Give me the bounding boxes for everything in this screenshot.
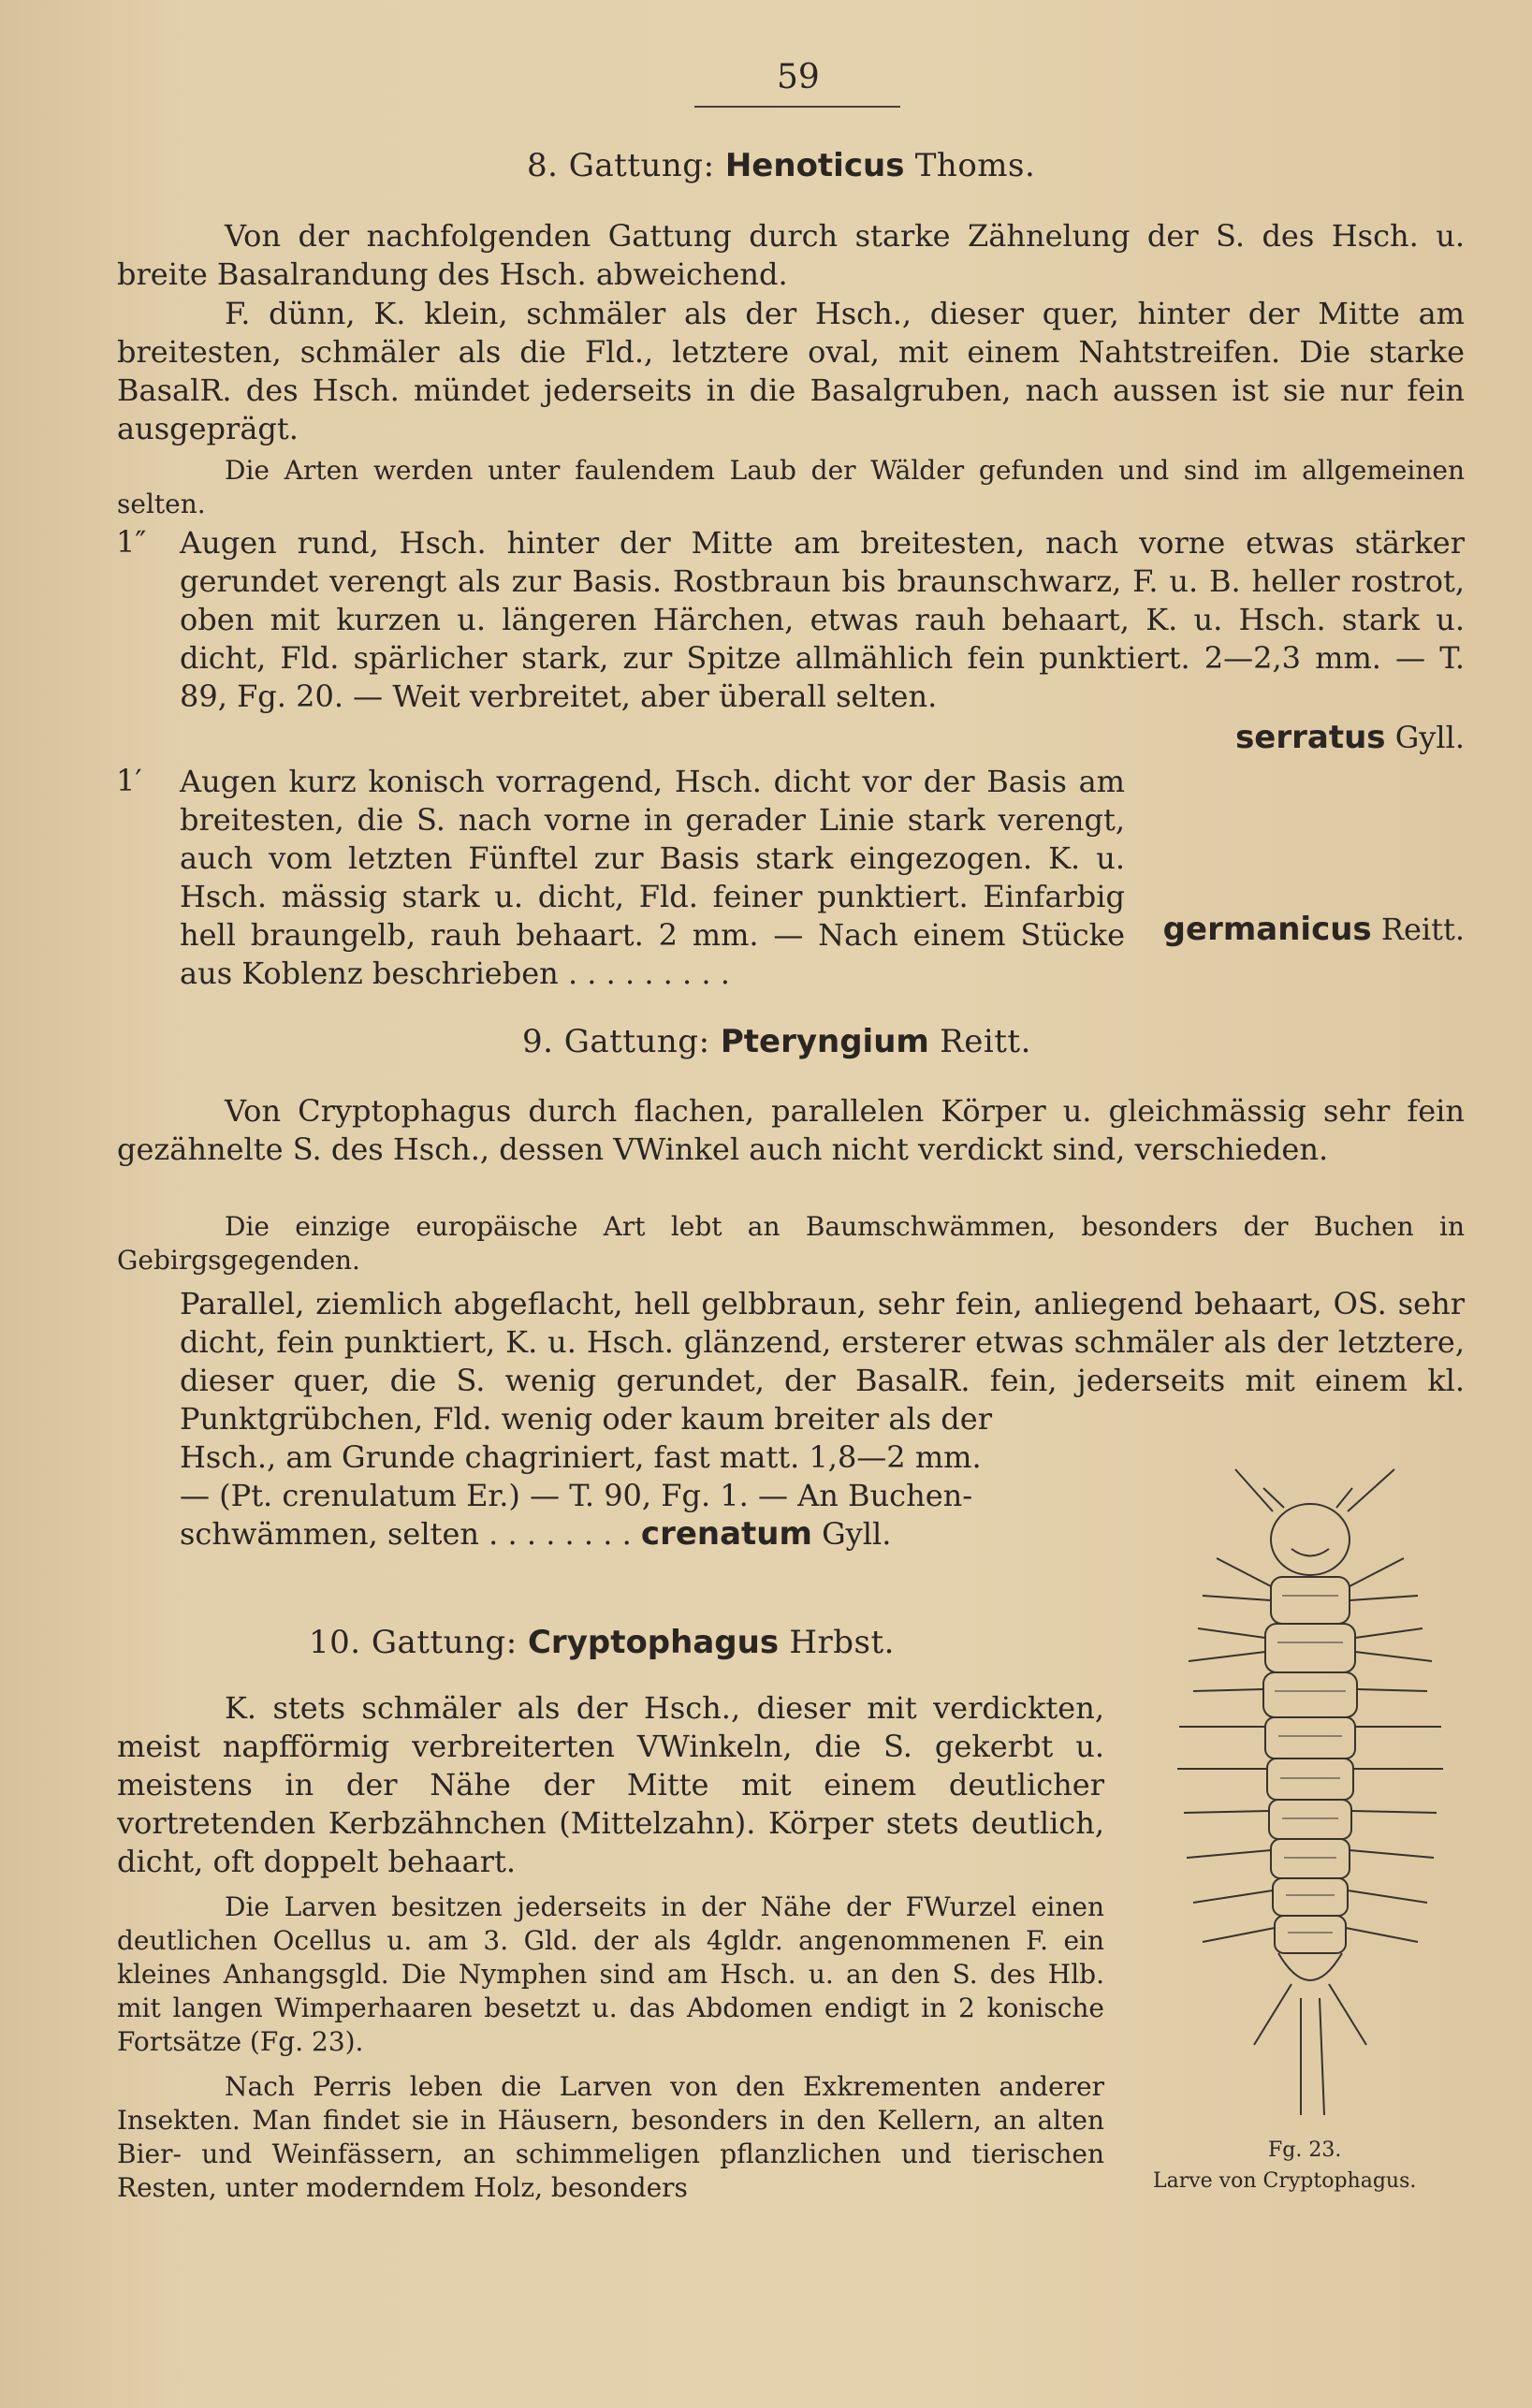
genus-10-author: Hrbst. [789,1624,895,1661]
species-serratus-author: Gyll. [1394,720,1465,755]
key-2-number: 1′ [116,763,142,798]
genus-9-name: Pteryngium [720,1023,929,1060]
genus-8-note: Die Arten werden unter faulendem Laub der Wälder gefunden und sind im allgemeinen selten. [117,455,1465,519]
genus-8-name: Henoticus [724,147,905,184]
genus-9-author: Reitt. [940,1023,1031,1060]
species-germanicus: germanicus [1162,911,1372,948]
genus-9-habitat: schwämmen, selten . . . . . . . . [180,1516,632,1552]
species-serratus: serratus [1235,719,1386,756]
genus-8-description: F. dünn, K. klein, schmäler als der Hsch., dieser quer, hinter der Mitte am breitesten, schmäler als die Fld., letztere oval, mit einem Nahtstreifen. Die starke BasalR. des Hsch. mündet jederseits in die Basalgruben, nach aussen ist sie nur fein ausgeprägt. [117,296,1465,446]
genus-9-description: Parallel, ziemlich abgeflacht, hell gelbbraun, sehr fein, anliegend behaart, OS. sehr dicht, fein punktiert, K. u. Hsch. glänzend, ersterer etwas schmäler als der letztere, dieser quer, die S. wenig gerundet, der BasalR. fein, jederseits mit einem kl. Punktgrübchen, Fld. wenig oder kaum breiter als der [180,1286,1465,1437]
genus-8-heading-prefix: 8. Gattung: [527,147,715,184]
key-2-text: Augen kurz konisch vorragend, Hsch. dicht vor der Basis am breitesten, die S. nach vorne in gerader Linie stark verengt, auch vom letzten Fünftel zur Basis stark eingezogen. K. u. Hsch. mässig stark u. dicht, Fld. feiner punktiert. Einfarbig hell braungelb, rauh behaart. 2 mm. — Nach einem Stücke aus Koblenz beschrieben . . . . . . . . . [180,764,1125,991]
genus-9-heading [522,1023,1031,1060]
key-1-species-line [1235,719,1465,756]
genus-10-heading [309,1624,895,1661]
genus-9-species-line [180,1515,891,1554]
genus-9-description-cont: Hsch., am Grunde chagriniert, fast matt. 1,8—2 mm. [180,1439,982,1475]
larva-figure [1160,1446,1460,2134]
figure-caption: Larve von Cryptophagus. [1153,2169,1417,2193]
genus-10-larvae: Die Larven besitzen jederseits in der Nähe der FWurzel einen deutlichen Ocellus u. am 3. Gld. der als 4gldr. angenommenen F. ein kleines Anhangsgld. Die Nymphen sind am Hsch. u. an den S. des Hlb. mit langen Wimperhaaren besetzt u. das Abdomen endigt in 2 konische Fortsätze (Fg. 23). [117,1891,1104,2057]
page-number: 59 [777,58,820,96]
genus-10-habitat: Nach Perris leben die Larven von den Exkrementen anderer Insekten. Man findet sie in Häusern, besonders in den Kellern, an alten Bier- und Weinfässern, an schimmeligen pflanzlichen und tierischen Resten, unter moderndem Holz, besonders [117,2071,1104,2203]
species-crenatum: crenatum [640,1515,812,1553]
genus-10-name: Cryptophagus [527,1624,780,1661]
key-1-number: 1″ [116,524,147,560]
species-germanicus-author: Reitt. [1380,912,1465,947]
species-crenatum-author: Gyll. [822,1516,892,1552]
genus-8-heading [527,147,1035,184]
genus-10-heading-prefix: 10. Gattung: [309,1624,518,1661]
key-2-species-line [1163,911,1465,948]
key-1-text: Augen rund, Hsch. hinter der Mitte am breitesten, nach vorne etwas stärker gerundet verengt als zur Basis. Rostbraun bis braunschwarz, F. u. B. heller rostrot, oben mit kurzen u. längeren Härchen, etwas rauh behaart, K. u. Hsch. stark u. dicht, Fld. spärlicher stark, zur Spitze allmählich fein punktiert. 2—2,3 mm. — T. 89, Fg. 20. — Weit verbreitet, aber überall selten. [180,525,1465,714]
genus-10-intro: K. stets schmäler als der Hsch., dieser mit verdickten, meist napfförmig verbreiterten VWinkeln, die S. gekerbt u. meistens in der Nähe der Mitte mit einem deutlicher vortretenden Kerbzähnchen (Mittelzahn). Körper stets deutlich, dicht, oft doppelt behaart. [117,1690,1104,1879]
genus-8-author: Thoms. [914,147,1036,184]
genus-9-note: Die einzige europäische Art lebt an Baumschwämmen, besonders der Buchen in Gebirgsgegenden. [117,1211,1465,1276]
genus-8-intro: Von der nachfolgenden Gattung durch starke Zähnelung der S. des Hsch. u. breite Basalrandung des Hsch. abweichend. [117,218,1465,292]
page-number-rule [694,106,900,108]
figure-label: Fg. 23. [1268,2138,1342,2162]
genus-9-heading-prefix: 9. Gattung: [522,1023,710,1060]
genus-9-synonym: — (Pt. crenulatum Er.) — T. 90, Fg. 1. — An Buchen- [180,1478,973,1513]
genus-9-intro: Von Cryptophagus durch flachen, parallelen Körper u. gleichmässig sehr fein gezähnelte S. des Hsch., dessen VWinkel auch nicht verdickt sind, verschieden. [117,1093,1465,1167]
